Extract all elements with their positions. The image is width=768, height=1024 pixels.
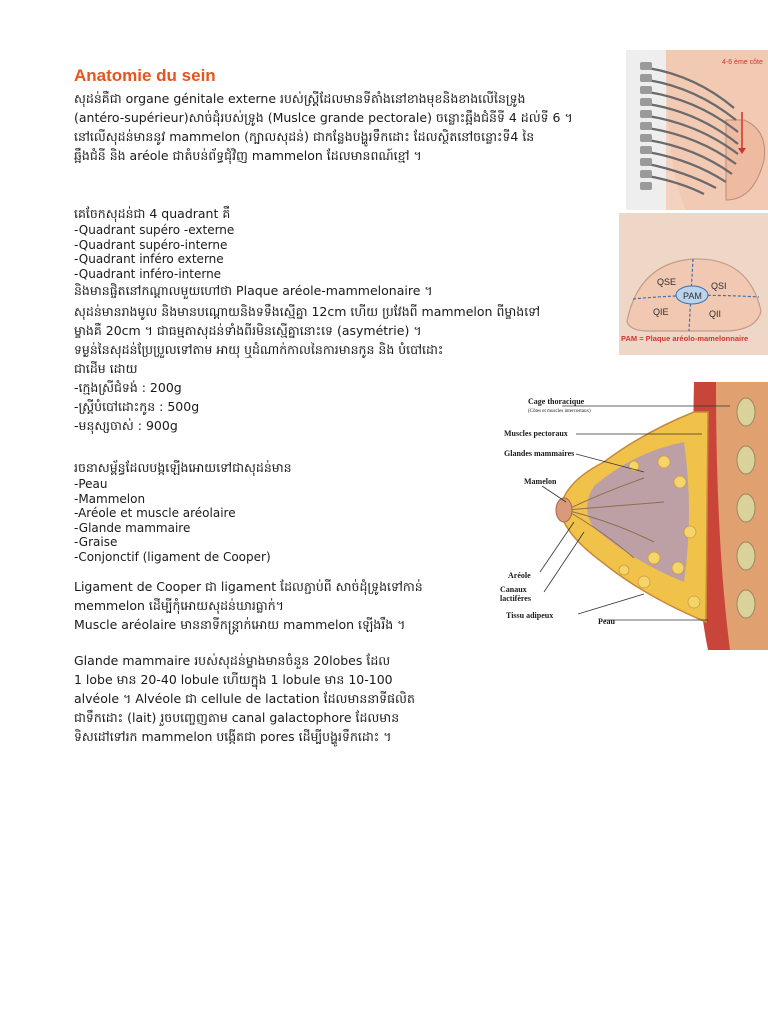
glande-paragraph: [74, 651, 415, 746]
list-item: -Peau: [74, 477, 108, 491]
label-lactiferes: lactifères: [500, 594, 531, 603]
components-section: [74, 458, 292, 564]
text-line: នៅលើសុដន់មាននូវ mammelon (ក្បាលសុដន់) ជាកន្លែងបង្ហូរទឹកដោះ ដែលស្ថិតនៅចន្លោះទី4 នៃ: [74, 129, 535, 144]
quadrant-section: [74, 204, 433, 300]
text-line: Glande mammaire របស់សុដន់ម្ខាងមានចំនួន 20lobes ដែល: [74, 653, 391, 668]
list-item: -Quadrant inféro-interne: [74, 266, 222, 281]
list-item: -Graise: [74, 535, 118, 549]
intro-paragraph: [74, 89, 573, 165]
text-line: សុដន់គឺជា organe génitale externe របស់ស្រ្តីដែលមានទីតាំងនៅខាងមុខនិងខាងលើនៃទ្រូង: [74, 91, 526, 106]
label-muscles-pectoraux: Muscles pectoraux: [504, 429, 568, 438]
text-line: ទម្ងន់នៃសុដន់ប្រែប្រួលទៅតាម អាយុ ឬដំណាក់កាលនៃការមានកូន និង បំបៅដោះ: [74, 342, 444, 357]
quadrant-label: PAM: [683, 291, 702, 301]
figure-caption: PAM = Plaque aréolo-mamelonnaire: [621, 334, 749, 343]
text-line: memmelon ដើម្បីកុំអោយសុដន់ឃារធ្លាក់។: [74, 598, 284, 613]
text-line: គេចែកសុដន់ជា 4 quadrant គឺ: [74, 206, 231, 221]
quadrant-label: QIE: [653, 307, 669, 317]
label-glandes-mammaires: Glandes mammaires: [504, 449, 575, 458]
ribcage-figure: [626, 50, 768, 210]
rib-label: 4-6 ème côte: [722, 59, 763, 66]
text-line: (antéro-supérieur)សាច់ដុំរបស់ទ្រូង (Muslce grande pectorale) ចន្លោះឆ្អឹងជំនីទី 4 ដល់ទី 6 ។: [74, 110, 573, 125]
quadrant-label: QSI: [711, 281, 727, 291]
size-section: [74, 302, 540, 435]
text-line: ឆ្អឹងជំនី និង aréole ជាតំបន់ព័ទ្ធជុំវិញ mammelon ដែលមានពណ៍ខ្មៅ ។: [74, 148, 422, 163]
label-cage-subtitle: (Côtes et muscles intercostaux): [528, 409, 591, 414]
list-item: -Conjonctif (ligament de Cooper): [74, 549, 271, 564]
page-title: Anatomie du sein: [74, 66, 216, 85]
list-item: -Aréole et muscle aréolaire: [74, 506, 236, 520]
text-line: Ligament de Cooper ជា ligament ដែលភ្ជាប់ពី សាច់ដុំទ្រូងទៅកាន់: [74, 579, 423, 594]
text-line: 1 lobe មាន 20-40 lobule ហើយក្នុង 1 lobule មាន 10-100: [74, 672, 393, 687]
label-areole: Aréole: [508, 571, 531, 580]
text-line: សុដន់មានរាងមូល និងមានបណ្តោយនិងទទឹងស្មើគ្នា 12cm ហើយ ប្រវែងពី mammelon ពីម្ខាងទៅ: [74, 304, 541, 319]
text-line: រចនាសម្ព័ន្ធដែលបង្កឡើងអោយទៅជាសុដន់មាន: [74, 460, 292, 475]
text-line: ជាទឹកដោះ (lait) រួចបញ្ចេញតាម canal galactophore ដែលមាន: [74, 710, 400, 725]
text-line: alvéole ។ Alvéole ជា cellule de lactation ដែលមាននាទីផលិត: [74, 691, 415, 706]
list-item: -ក្មេងស្រីជំទង់ : 200g: [74, 380, 182, 395]
cooper-paragraph: [74, 577, 423, 634]
list-item: -មនុស្សចាស់ : 900g: [74, 418, 178, 433]
label-tissu-adipeux: Tissu adipeux: [506, 611, 554, 620]
text-line: និងមានផ្ចិតនៅកណ្តាលមួយហៅថា Plaque aréole-mammelonaire ។: [74, 283, 433, 298]
text-line: ម្ខាងគឺ 20cm ។ ជាធម្មតាសុដន់ទាំងពីរមិនស្មើគ្នានោះទេ (asymétrie) ។: [74, 323, 422, 338]
label-mamelon: Mamelon: [524, 477, 557, 486]
list-item: -Glande mammaire: [74, 520, 191, 535]
label-canaux: Canaux: [500, 585, 527, 594]
list-item: -Quadrant inféro externe: [74, 252, 224, 266]
quadrant-label: QSE: [657, 277, 677, 287]
text-line: ជាដើម ដោយ: [74, 361, 138, 376]
text-line: ទិសដៅទៅរក mammelon បង្កើតជា pores ដើម្បីបង្ហូរទឹកដោះ ។: [74, 729, 392, 744]
list-item: -Mammelon: [74, 491, 146, 506]
list-item: -Quadrant supéro-interne: [74, 237, 228, 252]
label-peau: Peau: [598, 617, 615, 626]
label-cage-thoracique: Cage thoracique: [528, 397, 585, 406]
quadrant-figure: [619, 213, 768, 355]
anatomy-figure: [494, 382, 768, 650]
list-item: -ស្រ្តីបំបៅដោះកូន : 500g: [74, 399, 200, 414]
list-item: -Quadrant supéro -externe: [74, 223, 235, 237]
quadrant-label: QII: [709, 309, 722, 319]
text-line: Muscle aréolaire មាននាទីកន្ត្រាក់អោយ mammelon ឡើងរឹង ។: [74, 617, 406, 632]
